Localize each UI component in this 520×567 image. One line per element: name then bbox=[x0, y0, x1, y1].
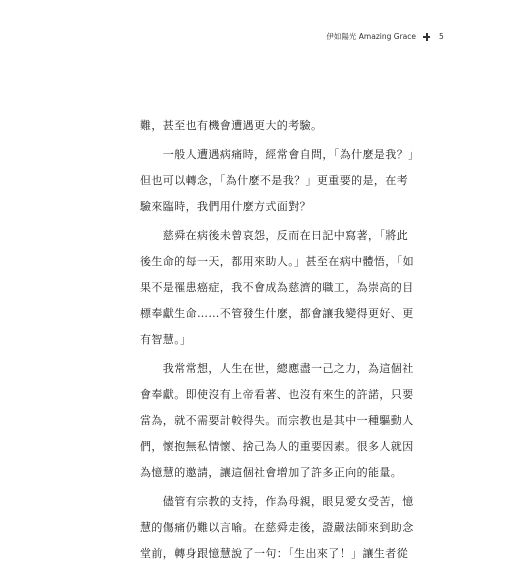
running-header bbox=[0, 31, 520, 43]
text-line: 果不是罹患癌症，我不會成為慈濟的職工，為崇高的目 bbox=[140, 281, 414, 294]
paragraph bbox=[140, 142, 430, 220]
text-line: 為憶慧的邀請，讓這個社會增加了許多正向的能量。 bbox=[140, 466, 403, 479]
text-line: 慧的傷痛仍難以言喻。在慈舜走後，證嚴法師來到助念 bbox=[140, 521, 414, 534]
text-line: 但也可以轉念，「為什麼不是我？」更重要的是，在考 bbox=[140, 174, 409, 187]
cross-icon bbox=[422, 31, 431, 43]
text-line: 我常常想，人生在世，總應盡一己之力，為這個社 bbox=[140, 362, 414, 375]
paragraph bbox=[140, 113, 430, 139]
text-line: 們，懷抱無私情懷、捨己為人的重要因素。很多人就因 bbox=[140, 440, 414, 453]
text-line: 標奉獻生命……不管發生什麼，都會讓我變得更好、更 bbox=[140, 307, 414, 320]
paragraph bbox=[140, 223, 430, 353]
text-line: 會奉獻。即使沒有上帝看著、也沒有來生的許諾，只要 bbox=[140, 388, 414, 401]
page-number: 5 bbox=[439, 32, 444, 41]
text-line: 一般人遭遇病痛時，經常會自問，「為什麼是我？」 bbox=[140, 148, 420, 161]
text-line: 難，甚至也有機會遭遇更大的考驗。 bbox=[140, 119, 323, 132]
text-line: 有智慧。」 bbox=[140, 333, 192, 346]
text-line: 當為，就不需要計較得失。而宗教也是其中一種驅動人 bbox=[140, 414, 414, 427]
running-title: 伊如陽光 Amazing Grace bbox=[326, 32, 416, 41]
paragraph bbox=[140, 489, 430, 567]
body-text bbox=[140, 113, 430, 567]
text-line: 後生命的每一天，都用來助人。」甚至在病中體悟，「如 bbox=[140, 255, 414, 268]
text-line: 慈舜在病後未曾哀怨，反而在日記中寫著，「將此 bbox=[140, 229, 409, 242]
paragraph bbox=[140, 356, 430, 486]
text-line: 堂前，轉身跟憶慧說了一句：「生出來了！」讓生者從 bbox=[140, 547, 409, 560]
text-line: 儘管有宗教的支持，作為母親，眼見愛女受苦，憶 bbox=[140, 495, 414, 508]
text-line: 驗來臨時，我們用什麼方式面對？ bbox=[140, 200, 311, 213]
